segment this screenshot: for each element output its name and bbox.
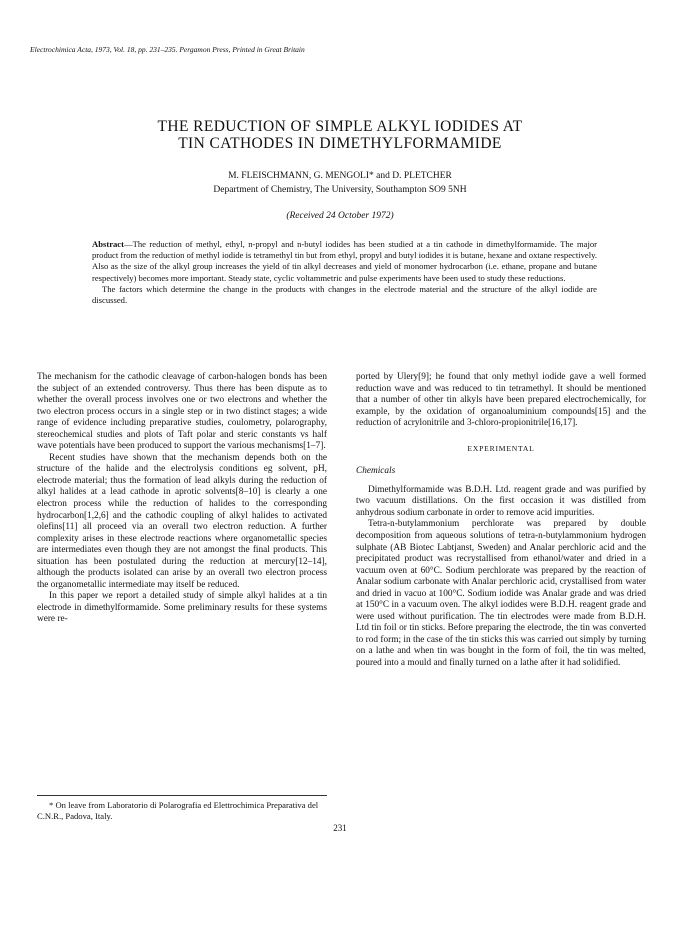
intro-paragraph-1: The mechanism for the cathodic cleavage of carbon-halogen bonds has been the subject of an extended controversy. Thus there has been dispute as to whether the overall process involves one or two electrons and whether the two electron process occurs in a single step or in two distinct stages; a wide range of evidence including preparative studies, coulometry, polarography, stereochemical studies and plots of Taft polar and steric constants vs half wave potentials have been produced to support the various mechanisms[1–7]. — [37, 372, 327, 452]
left-column — [37, 372, 327, 626]
section-heading-experimental: EXPERIMENTAL — [467, 443, 535, 453]
abstract-label: Abstract — [92, 239, 124, 249]
page-number: 231 — [333, 823, 347, 833]
footnote — [37, 795, 327, 822]
chemicals-paragraph-2: Tetra-n-butylammonium perchlorate was prepared by double decomposition from aqueous solutions of tetra-n-butylammonium hydrogen sulphate (AB Biotec Labtjanst, Sweden) and Analar perchloric acid and the precipitated product was recrystallised from ethanol/water and dried in a vacuum oven at 60°C. Sodium perchlorate was prepared by the reaction of Analar sodium carbonate with Analar perchloric acid, crystallised from water and dried in vacuo at 100°C. Sodium iodide was Analar grade and was dried at 150°C in a vacuum oven. The alkyl iodides were B.D.H. reagent grade and were used without purification. The tin electrodes were made from B.D.H. Ltd tin foil or tin sticks. Before preparing the electrode, the tin was converted to rod form; in the case of the tin sticks this was carried out simply by turning on a lathe and when tin was bought in the form of foil, the tin was melted, poured into a mould and finally turned on a lathe after it had solidified. — [356, 519, 646, 669]
abstract-paragraph-2: The factors which determine the change in the products with changes in the electrode material and the structure of the alkyl iodide are discussed. — [92, 283, 597, 306]
intro-paragraph-4: ported by Ulery[9]; he found that only methyl iodide gave a well formed reduction wave and was reduced to tin tetramethyl. It should be mentioned that a number of other tin alkyls have been prepared electrochemically, for example, by the oxidation of organoaluminium compounds[15] and the reduction of acrylonitrile and 3-chloro-propionitrile[16,17]. — [356, 372, 646, 429]
received-date-text: (Received 24 October 1972) — [286, 211, 394, 221]
journal-citation — [30, 45, 305, 54]
intro-paragraph-3: In this paper we report a detailed study of simple alkyl halides at a tin electrode in dimethylformamide. Some preliminary results for these systems were re- — [37, 591, 327, 625]
intro-paragraph-2: Recent studies have shown that the mechanism depends both on the structure of the halide and the electrolysis conditions eg solvent, pH, electrode material; thus the formation of lead alkyls during the reduction of alkyl halides at a lead cathode in aprotic solvents[8–10] is clearly a one electron process while the reduction of halides to the corresponding hydrocarbon[1,2,6] and the cathodic coupling of alkyl halides to activated olefins[11] all proceed via an overall two electron reduction. A further complexity arises in these electrode reactions where organometallic species are intermediates even though they are not amongst the final products. This situation has been postulated during the reduction at mercury[12–14], although the products isolated can arise by an overall two electron process the organometallic intermediate may itself be reduced. — [37, 452, 327, 590]
title-line-1: THE REDUCTION OF SIMPLE ALKYL IODIDES AT — [157, 118, 523, 135]
chemicals-paragraph-1: Dimethylformamide was B.D.H. Ltd. reagent grade and was purified by two vacuum distillations. On the first occasion it was distilled from anhydrous sodium carbonate in order to remove acid impurities. — [356, 484, 646, 518]
footnote-text: * On leave from Laboratorio di Polarografia ed Elettrochimica Preparativa del C.N.R., Padova, Italy. — [37, 800, 319, 821]
abstract-paragraph-1 — [92, 239, 597, 284]
received-date — [0, 211, 680, 221]
affiliation: Department of Chemistry, The University, Southampton SO9 5NH — [213, 185, 467, 195]
subsection-heading-chemicals: Chemicals — [356, 466, 396, 477]
paper-title — [0, 118, 680, 152]
abstract — [92, 239, 597, 306]
authors: M. FLEISCHMANN, G. MENGOLI* and D. PLETCHER — [228, 171, 452, 181]
abstract-text-1: —The reduction of methyl, ethyl, n-propyl and n-butyl iodides has been studied at a tin cathode in dimethylformamide. The major product from the reduction of methyl iodide is tetramethyl tin but from ethyl, propyl and butyl iodides it is butane, hexane and oxtane respectively. Also as the size of the alkyl group increases the yield of tin alkyl decreases and yield of monomer hydrocarbon (i.e. ethane, propane and butane respectively) becomes more important. Steady state, cyclic voltammetric and pulse experiments have been used to study these reductions. — [92, 239, 597, 283]
journal-citation-text: Electrochimica Acta, 1973, Vol. 18, pp. 231–235. Pergamon Press, Printed in Great Britain — [30, 45, 305, 54]
right-column — [356, 372, 646, 670]
footnote-rule — [37, 795, 327, 796]
title-line-2: TIN CATHODES IN DIMETHYLFORMAMIDE — [178, 135, 502, 152]
